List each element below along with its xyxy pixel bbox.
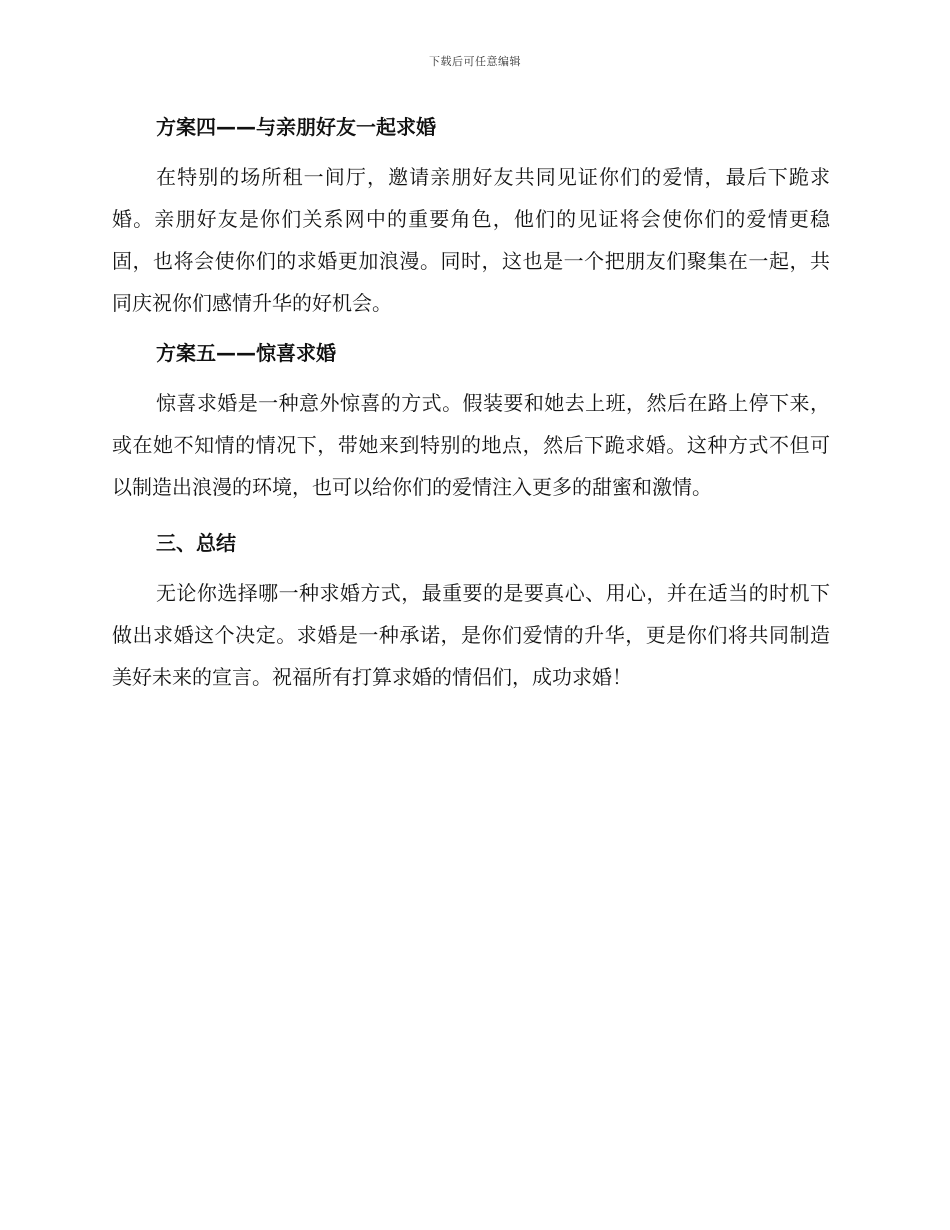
plan5-paragraph: 惊喜求婚是一种意外惊喜的方式。假装要和她去上班，然后在路上停下来，或在她不知情的情况下，带她来到特别的地点，然后下跪求婚。这种方式不但可以制造出浪漫的环境，也可以给你们的爱情注入更多的甜蜜和激情。 (112, 391, 830, 499)
document-body (112, 106, 830, 698)
plan4-paragraph: 在特别的场所租一间厅，邀请亲朋好友共同见证你们的爱情，最后下跪求婚。亲朋好友是你们关系网中的重要角色，他们的见证将会使你们的爱情更稳固，也将会使你们的求婚更加浪漫。同时，这也是一个把朋友们聚集在一起，共同庆祝你们感情升华的好机会。 (112, 165, 830, 315)
plan5-heading: 方案五——惊喜求婚 (156, 341, 336, 365)
page-header-note: 下载后可任意编辑 (429, 55, 521, 68)
plan4-heading: 方案四——与亲朋好友一起求婚 (156, 115, 436, 139)
summary-paragraph: 无论你选择哪一种求婚方式，最重要的是要真心、用心，并在适当的时机下做出求婚这个决定。求婚是一种承诺，是你们爱情的升华，更是你们将共同制造美好未来的宣言。祝福所有打算求婚的情侣们，成功求婚！ (112, 581, 830, 689)
summary-heading: 三、总结 (156, 531, 236, 555)
